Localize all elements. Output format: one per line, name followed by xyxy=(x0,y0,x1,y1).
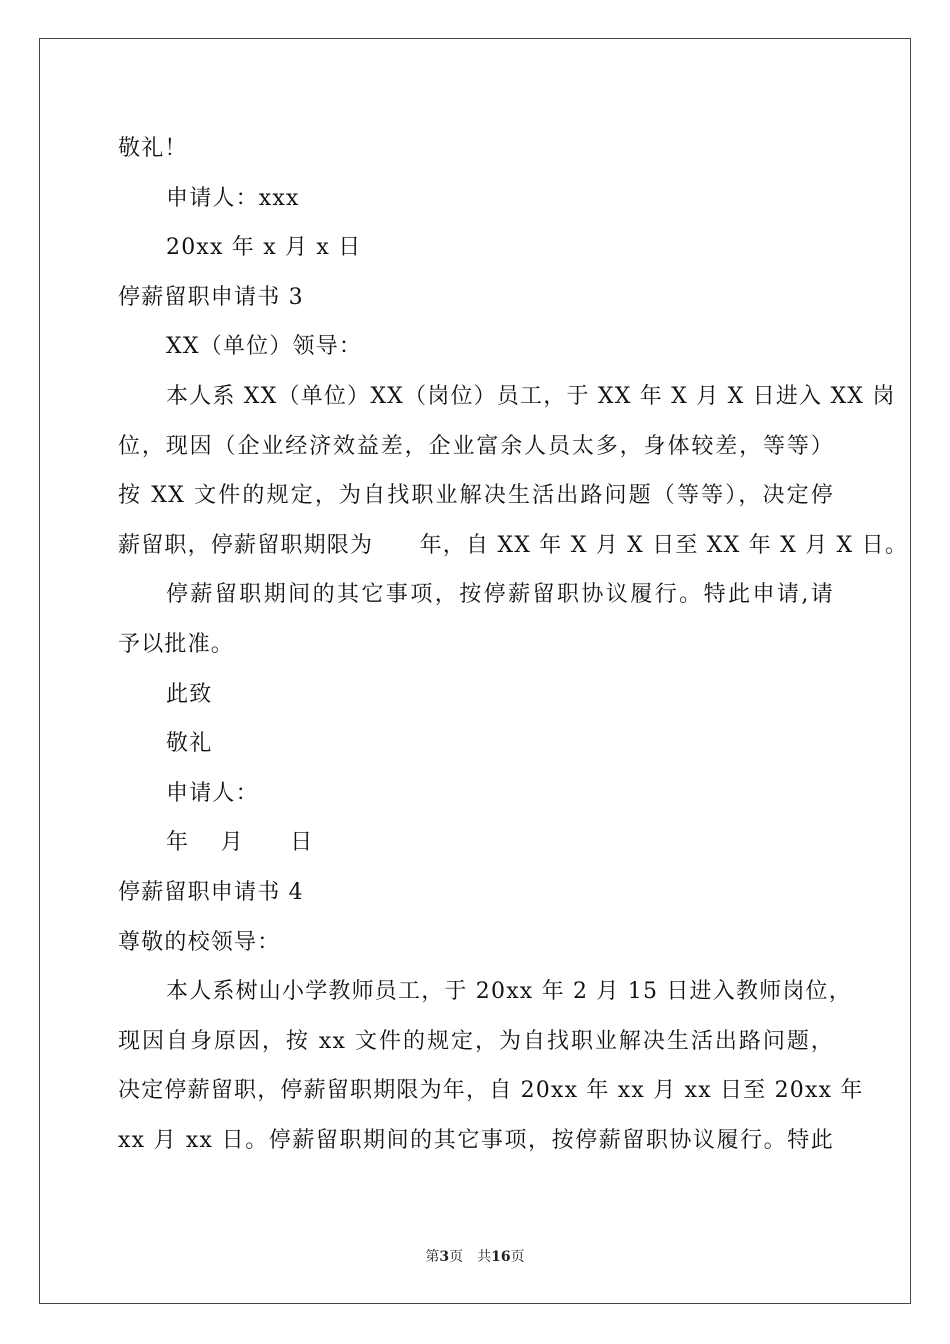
text-line: 停薪留职期间的其它事项，按停薪留职协议履行。特此申请,请 xyxy=(166,582,834,608)
text-line: 申请人： xyxy=(166,780,259,806)
text-line: 年 月 日 xyxy=(166,830,314,856)
text-line: 本人系树山小学教师员工，于 20xx 年 2 月 15 日进入教师岗位， xyxy=(166,979,852,1005)
text-line: 本人系 XX（单位）XX（岗位）员工，于 XX 年 X 月 X 日进入 XX 岗 xyxy=(166,383,896,409)
text-line: 敬礼 xyxy=(166,731,213,757)
footer-total-unit: 页 xyxy=(510,1249,525,1265)
footer-total-prefix: 共 xyxy=(477,1249,492,1265)
footer-page-unit: 页 xyxy=(449,1249,464,1265)
text-line: 此致 xyxy=(166,681,213,707)
text-line: 决定停薪留职，停薪留职期限为年，自 20xx 年 xx 月 xx 日至 20xx 年 xyxy=(118,1078,864,1104)
text-line: 薪留职，停薪留职期限为 年，自 XX 年 X 月 X 日至 XX 年 X 月 X 日。 xyxy=(118,532,909,558)
text-line: 按 XX 文件的规定，为自找职业解决生活出路问题（等等），决定停 xyxy=(118,483,834,509)
text-line: 尊敬的校领导： xyxy=(118,929,281,955)
text-line: 现因自身原因，按 xx 文件的规定，为自找职业解决生活出路问题， xyxy=(118,1028,834,1054)
text-line: 位，现因（企业经济效益差，企业富余人员太多，身体较差，等等） xyxy=(118,433,834,459)
footer-prefix: 第 xyxy=(425,1249,440,1265)
text-line: 20xx 年 x 月 x 日 xyxy=(166,235,362,261)
text-line: xx 月 xx 日。停薪留职期间的其它事项，按停薪留职协议履行。特此 xyxy=(118,1127,834,1153)
text-line: 停薪留职申请书 3 xyxy=(118,284,304,310)
footer-total-pages: 16 xyxy=(491,1249,511,1265)
footer-current-page: 3 xyxy=(439,1249,450,1265)
page-footer xyxy=(0,1246,950,1266)
text-line: 敬礼！ xyxy=(118,136,188,161)
text-line: 停薪留职申请书 4 xyxy=(118,879,304,905)
text-line: XX（单位）领导： xyxy=(166,334,363,360)
text-line: 申请人：xxx xyxy=(166,185,300,211)
text-line: 予以批准。 xyxy=(118,631,235,657)
document-body xyxy=(118,124,909,1165)
